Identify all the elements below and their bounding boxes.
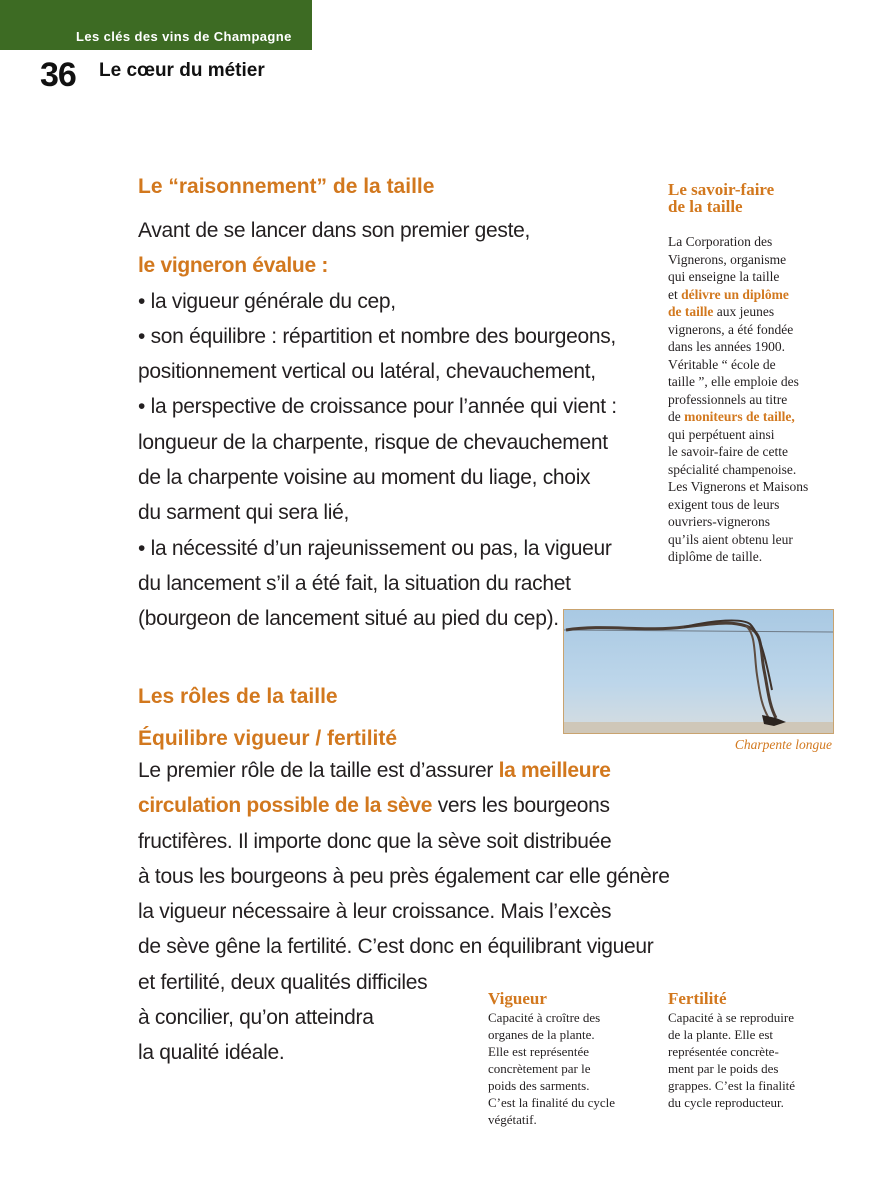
definition-text [668,1009,848,1111]
definition-line: Capacité à croître des [488,1010,601,1025]
sidebar-title: Le savoir-faire [668,180,775,199]
sidebar-line: Véritable “ école de [668,356,776,372]
text-line: et fertilité, deux qualités difficiles [138,970,428,994]
text-line: longueur de la charpente, risque de chevauchement [138,430,608,454]
sidebar-line: qui enseigne la taille [668,269,780,284]
text-line: positionnement vertical ou latéral, chevauchement, [138,360,596,384]
sidebar-line: spécialité champenoise. [668,461,797,477]
sidebar-line: exigent tous de leurs [668,496,780,512]
text-run: Le premier rôle de la taille est d’assurer [138,759,499,782]
subheading: Équilibre vigueur / fertilité [138,727,398,750]
sidebar-line [668,408,848,426]
text-run: vers les bourgeons [432,794,610,818]
sidebar-line: taille ”, elle emploie des [668,374,799,389]
highlight-text: moniteurs de taille, [684,409,795,424]
text-line: (bourgeon de lancement situé au pied du cep). [138,607,559,631]
definition-line: Capacité à se reproduire [668,1010,794,1025]
sidebar-line [668,286,848,304]
photo-caption: Charpente longue [734,737,832,752]
definition-line: poids des sarments. [488,1078,590,1093]
section-heading: Le “raisonnement” de la taille [138,175,435,198]
text-line: du sarment qui sera lié, [138,501,350,525]
definition-line: grappes. C’est la finalité [668,1078,796,1093]
sidebar-line: vignerons, a été fondée [668,321,794,337]
definition-line: de la plante. Elle est [668,1027,774,1042]
definition-fertilite [668,990,848,1111]
sidebar-line: La Corporation des [668,234,773,249]
text-line [138,753,688,788]
definition-vigueur [488,990,653,1128]
definition-title: Vigueur [488,989,547,1008]
definition-line: ment par le poids des [668,1061,779,1076]
text-line: • son équilibre : répartition et nombre des bourgeons, [138,324,616,348]
text-line: • la perspective de croissance pour l’année qui vient : [138,395,617,419]
section-heading: Les rôles de la taille [138,685,338,708]
text-line: à tous les bourgeons à peu près également car elle génère [138,864,670,888]
body-text [138,213,688,637]
text-line: du lancement s’il a été fait, la situation du rachet [138,571,571,595]
header-bar [0,0,312,50]
text-line: le vigneron évalue : [138,254,329,278]
text-run: aux jeunes [713,304,775,319]
definition-line: Elle est représentée [488,1044,590,1059]
text-line: la vigueur nécessaire à leur croissance. Mais l’excès [138,900,612,924]
definition-line: concrètement par le [488,1061,591,1076]
highlight-text: circulation possible de la sève [138,794,433,818]
sidebar-title: de la taille [668,197,743,216]
sidebar-line: qui perpétuent ainsi [668,426,775,442]
text-line: à concilier, qu’on atteindra [138,1006,374,1030]
highlight-text: délivre un diplôme [681,286,789,302]
section-title: Le cœur du métier [99,60,265,81]
sidebar-line: qu’ils aient obtenu leur [668,531,793,547]
text-line: de la charpente voisine au moment du liage, choix [138,466,591,490]
sidebar-line: professionnels au titre [668,391,788,407]
definition-title: Fertilité [668,989,727,1008]
definition-line: C’est la finalité du cycle [488,1095,616,1110]
sidebar-box [668,181,848,566]
highlight-text: de taille [668,304,714,319]
text-line: la qualité idéale. [138,1041,285,1065]
text-line: • la vigueur générale du cep, [138,289,396,313]
sidebar-line: Les Vignerons et Maisons [668,479,809,494]
text-line [138,788,688,823]
sidebar-line: le savoir-faire de cette [668,444,789,459]
definition-line: organes de la plante. [488,1027,595,1042]
sidebar-line: ouvriers-vignerons [668,514,770,529]
sidebar-line: Vignerons, organisme [668,251,787,267]
text-line: Avant de se lancer dans son premier geste, [138,219,531,242]
definition-line: végétatif. [488,1112,537,1127]
page-number: 36 [40,56,76,94]
text-line: • la nécessité d’un rajeunissement ou pas, la vigueur [138,536,612,560]
vine-photo [563,609,834,734]
sidebar-line: dans les années 1900. [668,339,785,354]
text-line: de sève gêne la fertilité. C’est donc en équilibrant vigueur [138,935,654,959]
vine-illustration [564,610,833,733]
definition-text [488,1009,653,1128]
book-title: Les clés des vins de Champagne [76,29,292,44]
text-line: fructifères. Il importe donc que la sève soit distribuée [138,829,612,853]
definition-line: représentée concrète- [668,1044,779,1059]
sidebar-line [668,303,848,321]
sidebar-text [668,233,848,566]
sidebar-line: diplôme de taille. [668,549,763,564]
definition-line: du cycle reproducteur. [668,1095,784,1110]
section-raisonnement [138,174,688,637]
text-run: de [668,409,685,424]
text-run: et [668,286,682,302]
highlight-text: la meilleure [498,759,611,782]
